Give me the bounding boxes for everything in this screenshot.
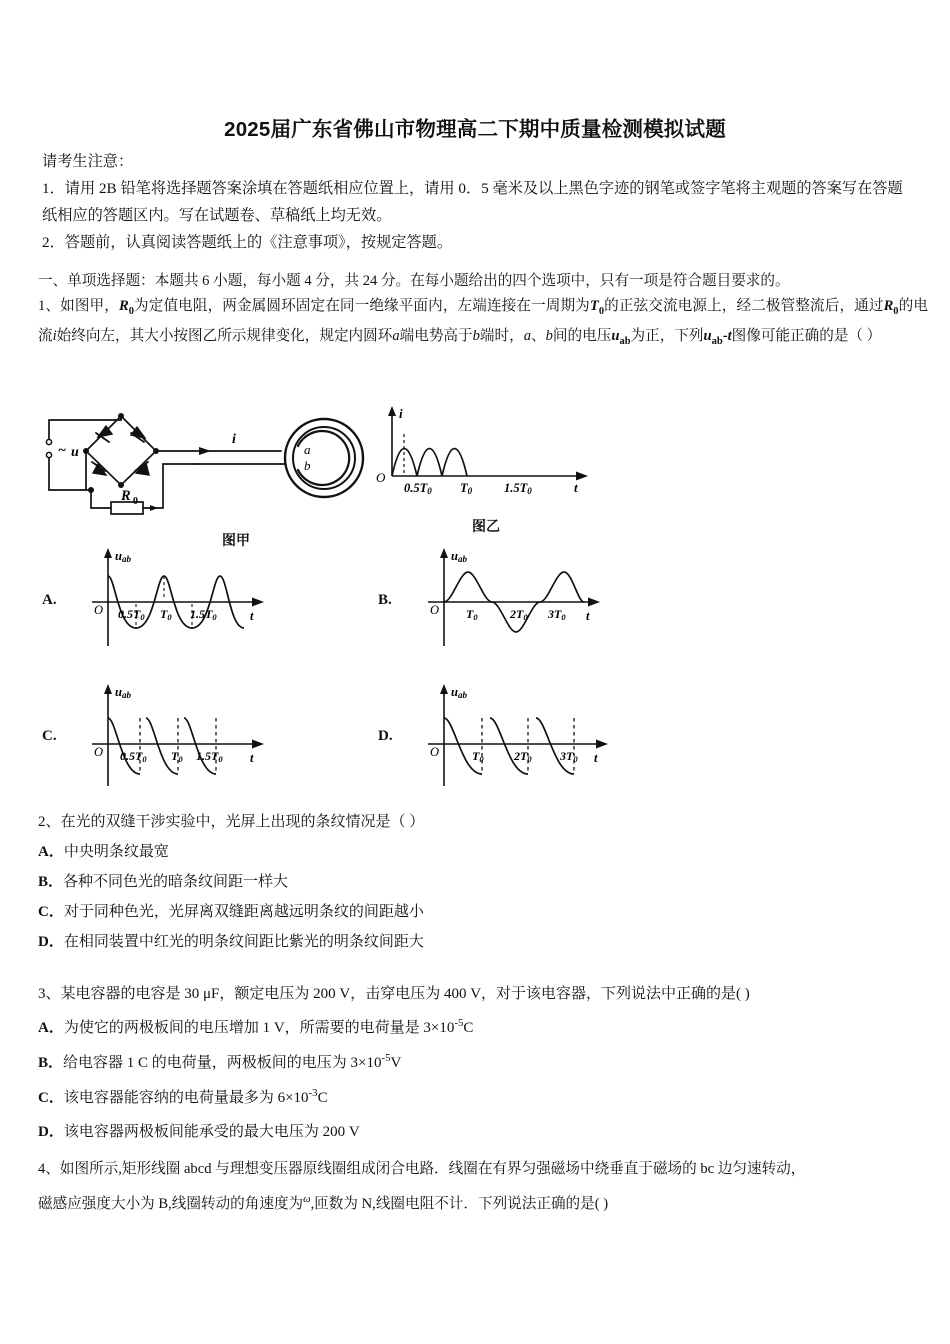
label-a: a (304, 442, 311, 457)
symbol-uab: u (611, 328, 620, 345)
q3-opt-c-sup: -3 (308, 1086, 318, 1099)
question-4-line-2 (38, 1187, 928, 1222)
x-axis-arrow (576, 472, 588, 481)
q1-text-12: 图像可能正确的是（ ） (731, 328, 882, 345)
symbol-R0-b-sub: 0 (893, 305, 899, 317)
axis-label-uab: uab (451, 549, 467, 564)
symbol-a-2: a (523, 328, 532, 345)
option-c-svg (78, 682, 328, 794)
q1-dash: - (722, 328, 728, 345)
question-3 (38, 978, 928, 1150)
question-4 (38, 1152, 928, 1222)
symbol-omega: ω (303, 1194, 311, 1206)
question-4-line-1: 4、如图所示,矩形线圈 abcd 与理想变压器原线圈组成闭合电路．线圈在有界匀强磁场中绕垂直于磁场的 bc 边匀速转动， (38, 1161, 806, 1177)
q1-text-9: 间的电压 (552, 328, 612, 345)
q1-text-8: 、 (531, 328, 546, 345)
symbol-i: i (52, 328, 57, 345)
q2-opt-c-label: C． (38, 904, 64, 921)
origin-label-O: O (94, 603, 104, 617)
tick-label-0: T0 (472, 749, 484, 764)
q3-opt-a-pre: 为使它的两极板间的电压增加 1 V，所需要的电荷量是 3×10 (63, 1020, 455, 1036)
tick-label-2: 1.5T0 (504, 481, 532, 496)
axis-label-t: t (574, 480, 578, 495)
symbol-uab-sub: ab (619, 336, 631, 348)
question-3-option-a (38, 1011, 928, 1046)
page-title: 2025届广东省佛山市物理高二下期中质量检测模拟试题 (224, 118, 726, 141)
figure-yi-graph (372, 404, 622, 534)
candidate-notice (42, 148, 917, 256)
q3-opt-d-label: D． (38, 1124, 64, 1141)
wave-hump-3 (442, 449, 467, 477)
q1-text-3: 的正弦交流电源上，经二极管整流后，通过 (604, 298, 884, 314)
origin-label-O: O (376, 470, 386, 485)
figure-yi-svg (372, 404, 622, 516)
tick-label-2: 1.5T0 (196, 749, 223, 764)
label-i: i (232, 432, 236, 447)
q2-opt-a-text: 中央明条纹最宽 (63, 844, 169, 861)
seg-3 (536, 718, 574, 774)
figure-option-c (78, 682, 328, 794)
q4-line2-b: ,匝数为 N,线圈电阻不计．下列说法正确的是( ) (310, 1196, 609, 1213)
q3-opt-a-label: A． (38, 1020, 64, 1036)
question-2-option-a (38, 837, 928, 867)
symbol-R0-b: R (883, 298, 894, 314)
figure-jia-circuit (36, 402, 366, 548)
seg-2 (490, 718, 528, 774)
symbol-b: b (472, 328, 480, 345)
tick-label-1: T0 (160, 607, 172, 622)
current-arrow (199, 447, 211, 455)
question-2-option-b (38, 867, 928, 897)
option-a-svg (78, 546, 328, 656)
y-axis-arrow (440, 684, 448, 694)
origin-label-O: O (94, 745, 104, 759)
tick-label-0: 0.5T0 (404, 481, 432, 496)
x-axis-arrow (252, 598, 264, 607)
q2-opt-b-text: 各种不同色光的暗条纹间距一样大 (63, 874, 289, 891)
seg-3 (184, 718, 216, 774)
option-b-svg (414, 546, 664, 656)
question-3-stem: 3、某电容器的电容是 30 μF，额定电压为 200 V，击穿电压为 400 V，对于该电容器，下列说法中正确的是( ) (38, 986, 750, 1002)
figure-option-b (414, 546, 664, 656)
circuit-diagram-svg (36, 402, 366, 534)
label-b: b (304, 458, 311, 473)
axis-label-t: t (250, 609, 254, 623)
notice-heading: 请考生注意： (42, 153, 134, 170)
symbol-R0: R (118, 298, 129, 314)
q2-opt-d-label: D． (38, 934, 64, 951)
symbol-uab-2: u (703, 328, 712, 345)
q2-opt-b-label: B． (38, 874, 64, 891)
tick-label-0: T0 (466, 607, 478, 622)
tick-label-1: T0 (460, 481, 473, 496)
x-axis-arrow (596, 740, 608, 749)
q2-opt-d-text: 在相同装置中红光的明条纹间距比紫光的明条纹间距大 (63, 934, 424, 951)
figure-option-d (414, 682, 664, 794)
y-axis-arrow (388, 406, 396, 416)
question-2-option-d (38, 927, 928, 957)
q3-opt-b-pre: 给电容器 1 C 的电荷量，两极板间的电压为 3×10 (63, 1054, 382, 1071)
tick-label-1: 2T0 (514, 749, 532, 764)
q4-line2-a: 磁感应强度大小为 B,线圈转动的角速度为 (38, 1196, 304, 1213)
tick-label-2: 1.5T0 (190, 607, 217, 622)
tick-label-2: 3T0 (560, 749, 578, 764)
q1-number: 1、 (38, 298, 61, 314)
outer-ring-inner-edge (293, 427, 355, 489)
q3-opt-c-pre: 该电容器能容纳的电荷量最多为 6×10 (63, 1089, 309, 1106)
option-d-label: D. (378, 728, 393, 744)
question-2-stem: 2、在光的双缝干涉实验中，光屏上出现的条纹情况是（ ） (38, 814, 425, 830)
symbol-R0-sub: 0 (128, 305, 134, 317)
q3-opt-c-label: C． (38, 1089, 64, 1106)
question-1-stem (38, 292, 928, 353)
q1-text-2: 为定值电阻，两金属圆环固定在同一绝缘平面内，左端连接在一周期为 (133, 298, 590, 314)
q1-text-4: 的电流 (38, 298, 928, 345)
notice-item-2: 2．答题前，认真阅读答题纸上的《注意事项》，按规定答题。 (42, 234, 453, 252)
q3-opt-b-label: B． (38, 1054, 64, 1071)
label-ac-tilde: ~ (58, 443, 66, 458)
axis-label-t: t (586, 609, 590, 623)
q3-opt-b-post: V (390, 1054, 402, 1071)
q2-opt-a-label: A． (38, 844, 64, 861)
q3-opt-b-sup: -5 (381, 1051, 391, 1064)
tick-label-0: 0.5T0 (118, 607, 145, 622)
terminal-bottom (46, 452, 51, 457)
label-u: u (71, 445, 79, 460)
option-b-label: B. (378, 592, 392, 608)
label-R0-sub: 0 (133, 496, 138, 507)
figure-yi-caption: 图乙 (472, 518, 500, 534)
origin-label-O: O (430, 603, 440, 617)
q2-opt-c-text: 对于同种色光，光屏离双缝距离越远明条纹的间距越小 (63, 904, 424, 921)
section-heading: 一、单项选择题：本题共 6 小题，每小题 4 分，共 24 分。在每小题给出的四个选项中，只有一项是符合题目要求的。 (38, 273, 790, 289)
option-a-label: A. (42, 592, 57, 608)
symbol-b-2: b (545, 328, 553, 345)
axis-label-uab: uab (115, 685, 131, 700)
y-axis-arrow (104, 548, 112, 558)
figure-option-a (78, 546, 328, 656)
seg-1 (444, 718, 482, 774)
tick-label-1: T0 (171, 749, 183, 764)
question-3-option-d (38, 1115, 928, 1150)
q1-text-1: 如图甲， (60, 298, 119, 314)
q1-text-10: 为正，下列 (630, 328, 704, 345)
question-2 (38, 808, 928, 957)
option-c-label: C. (42, 728, 57, 744)
q3-opt-a-post: C (463, 1020, 474, 1036)
seg-1 (108, 718, 140, 774)
symbol-T0: T (589, 298, 599, 314)
question-3-option-b (38, 1046, 928, 1081)
tick-label-0: 0.5T0 (120, 749, 147, 764)
terminal-top (46, 439, 51, 444)
origin-label-O: O (430, 745, 440, 759)
tick-label-1: 2T0 (510, 607, 528, 622)
q1-text-6: 端电势高于 (399, 328, 473, 345)
axis-label-t: t (250, 751, 254, 765)
label-R0: R (121, 488, 131, 504)
x-axis-arrow (252, 740, 264, 749)
question-3-option-c (38, 1081, 928, 1116)
seg-2 (146, 718, 178, 774)
q1-text-5: 始终向左，其大小按图乙所示规律变化，规定内圆环 (56, 328, 393, 345)
symbol-T0-sub: 0 (598, 305, 605, 317)
q1-text-7: 端时， (479, 328, 524, 345)
tick-label-2: 3T0 (548, 607, 566, 622)
y-axis-arrow (104, 684, 112, 694)
wave-hump-2 (417, 449, 442, 477)
option-d-svg (414, 682, 664, 794)
q3-opt-d-pre: 该电容器两极板间能承受的最大电压为 200 V (63, 1124, 360, 1141)
symbol-t: t (727, 328, 732, 345)
axis-label-uab: uab (451, 685, 467, 700)
x-axis-arrow (588, 598, 600, 607)
symbol-a: a (392, 328, 400, 345)
q3-opt-a-sup: -5 (454, 1017, 464, 1029)
node-top (118, 413, 124, 419)
figure-jia-caption: 图甲 (222, 532, 250, 548)
q3-opt-c-post: C (317, 1089, 328, 1106)
y-axis-arrow (440, 548, 448, 558)
axis-label-uab: uab (115, 549, 131, 564)
symbol-uab-2-sub: ab (711, 336, 723, 348)
axis-label-i: i (399, 406, 403, 421)
notice-item-1: 1．请用 2B 铅笔将选择题答案涂填在答题纸相应位置上，请用 0．5 毫米及以上黑色字迹的钢笔或签字笔将主观题的答案写在答题纸相应的答题区内。写在试题卷、草稿纸上均无效。 (42, 180, 903, 225)
question-2-option-c (38, 897, 928, 927)
axis-label-t: t (594, 751, 598, 765)
